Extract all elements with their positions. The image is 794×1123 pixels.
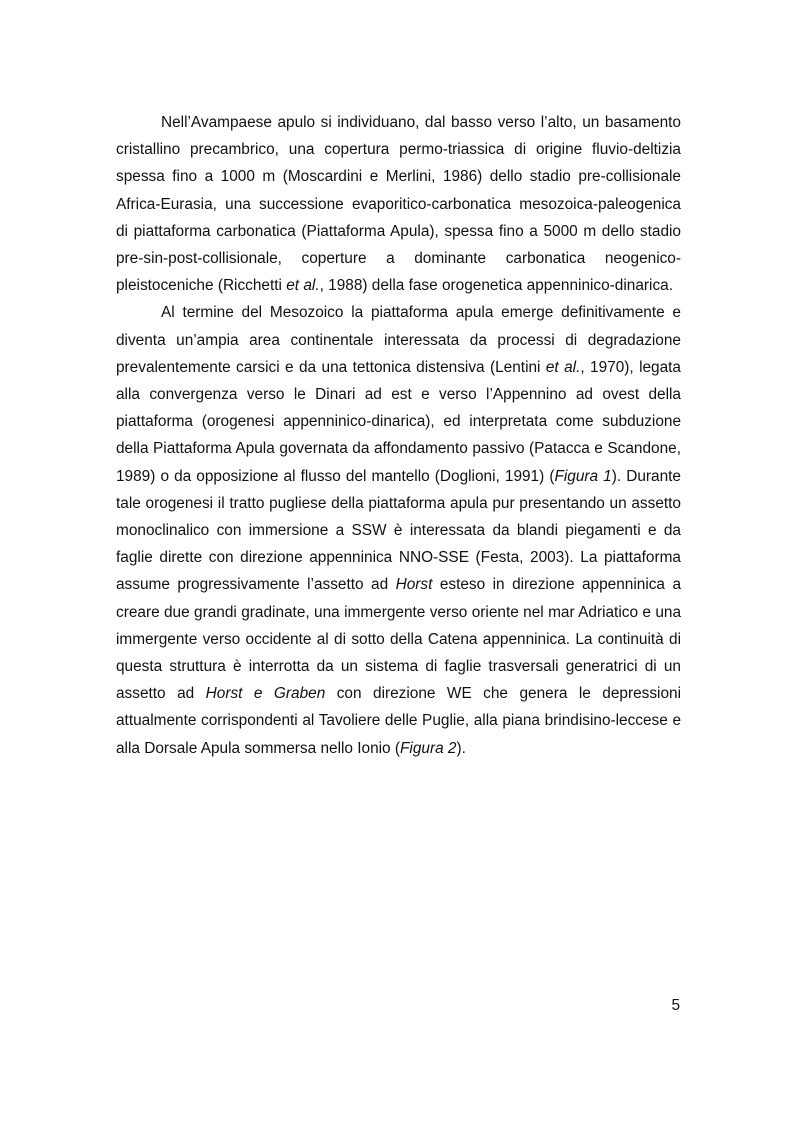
paragraph-text: , 1970), legata alla convergenza verso le Dinari ad est e verso l’Appennino ad ovest della piattaforma (orogenesi appenninico-dinarica), ed interpretata come subduzione della Piattaforma Apula governata da affondamento passivo (Patacca e Scandone, 1989) o da opposizione al flusso del mantello (Doglioni, 1991) ( xyxy=(116,358,681,485)
italic-citation: et al. xyxy=(286,277,320,295)
paragraph-text: esteso in direzione appenninica a creare due grandi gradinate, una immergente verso oriente nel mar Adriatico e una immergente verso occidente al di sotto della Catena appenninica. La continuità di questa struttura è interrotta da un sistema di faglie trasversali generatrici di un assetto ad xyxy=(116,576,681,703)
figure-reference: Figura 2 xyxy=(400,739,457,757)
italic-term: Horst e Graben xyxy=(205,685,326,703)
paragraph-text: con direzione WE che genera le depressioni attualmente corrispondenti al Tavoliere delle Puglie, alla piana brindisino-leccese e alla Dorsale Apula sommersa nello Ionio ( xyxy=(116,685,681,757)
page-number: 5 xyxy=(671,997,680,1014)
paragraph-text: Al termine del Mesozoico la piattaforma apula emerge definitivamente e diventa un’ampia area continentale interessata da processi di degradazione prevalentemente carsici e da una tettonica distensiva (Lentini xyxy=(116,304,681,376)
paragraph-avampaese xyxy=(116,109,681,299)
paragraph-text: ). xyxy=(456,739,466,757)
italic-citation: et al. xyxy=(545,358,581,376)
figure-reference: Figura 1 xyxy=(554,467,612,485)
italic-term: Horst xyxy=(395,576,433,594)
document-page xyxy=(116,109,681,762)
paragraph-text: ). Durante tale orogenesi il tratto pugliese della piattaforma apula pur presentando un assetto monoclinalico con immersione a SSW è interessata da blandi piegamenti e da faglie dirette con direzione appenninica NNO-SSE (Festa, 2003). La piattaforma assume progressivamente l’assetto ad xyxy=(116,467,681,594)
paragraph-mesozoico xyxy=(116,299,681,761)
paragraph-text: Nell’Avampaese apulo si individuano, dal basso verso l’alto, un basamento cristallino precambrico, una copertura permo-triassica di origine fluvio-deltizia spessa fino a 1000 m (Moscardini e Merlini, 1986) dello stadio pre-collisionale Africa-Eurasia, una successione evaporitico-carbonatica mesozoica-paleogenica di piattaforma carbonatica (Piattaforma Apula), spessa fino a 5000 m dello stadio pre-sin-post-collisionale, coperture a dominante carbonatica neogenico-pleistoceniche (Ricchetti xyxy=(116,114,681,295)
paragraph-text: , 1988) della fase orogenetica appenninico-dinarica. xyxy=(319,277,673,295)
